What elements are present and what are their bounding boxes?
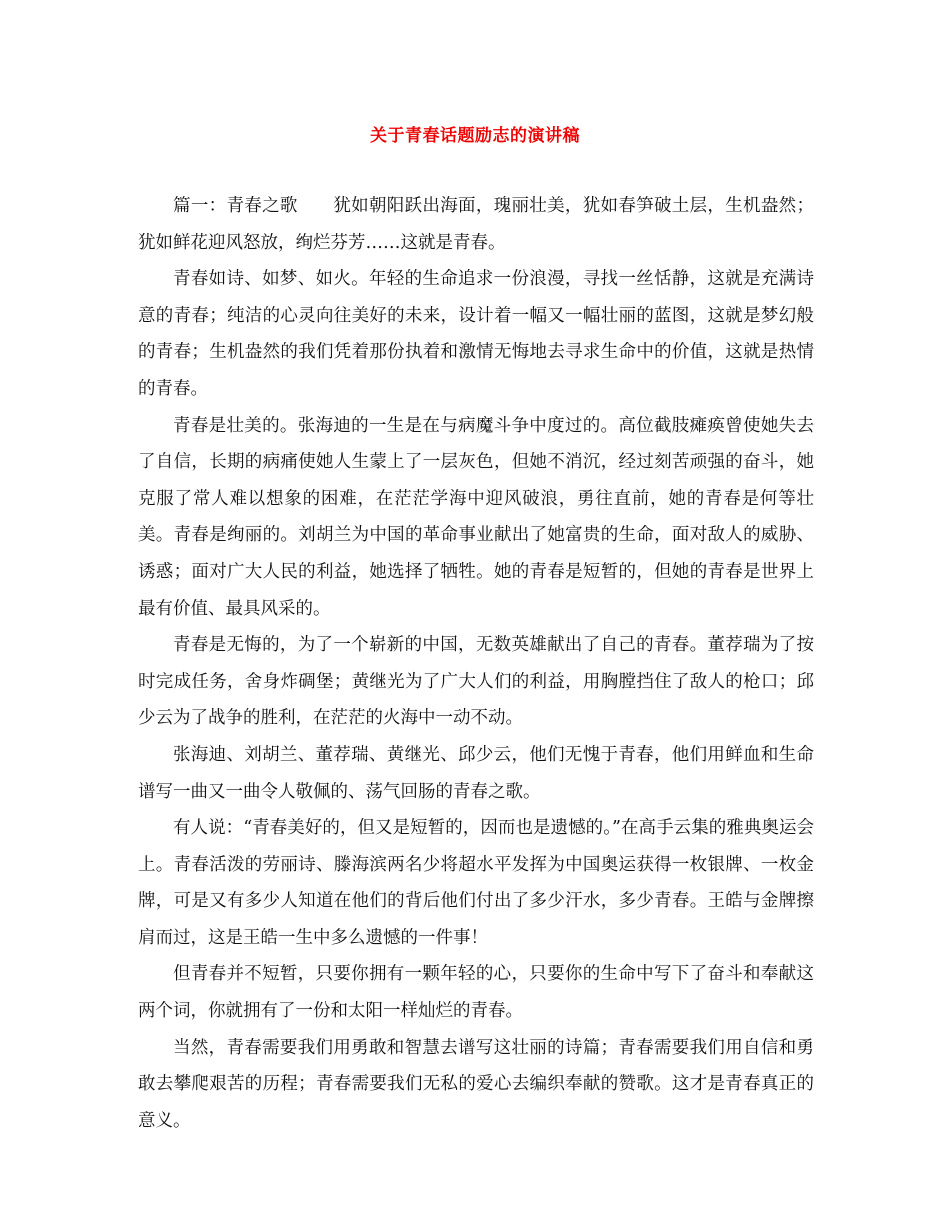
paragraph-7: 但青春并不短暂，只要你拥有一颗年轻的心，只要你的生命中写下了奋斗和奉献这两个词，你就拥有了一份和太阳一样灿烂的青春。 xyxy=(138,964,814,1022)
paragraph-5: 张海迪、刘胡兰、董荐瑞、黄继光、邱少云，他们无愧于青春，他们用鲜血和生命谱写一曲又一曲令人敬佩的、荡气回肠的青春之歌。 xyxy=(138,744,814,802)
paragraph-6: 有人说：“青春美好的，但又是短暂的，因而也是遗憾的。”在高手云集的雅典奥运会上。青春活泼的劳丽诗、滕海滨两名少将超水平发挥为中国奥运获得一枚银牌、一枚金牌，可是又有多少人知道在他们的背后他们付出了多少汗水，多少青春。王皓与金牌擦肩而过，这是王皓一生中多么遗憾的一件事！ xyxy=(138,818,814,948)
document-title: 关于青春话题励志的演讲稿 xyxy=(370,126,580,146)
paragraph-4: 青春是无悔的，为了一个崭新的中国，无数英雄献出了自己的青春。董荐瑞为了按时完成任务，舍身炸碉堡；黄继光为了广大人们的利益，用胸膛挡住了敌人的枪口；邱少云为了战争的胜利，在茫茫的火海中一动不动。 xyxy=(138,635,814,729)
paragraph-1: 篇一：青春之歌 犹如朝阳跃出海面，瑰丽壮美，犹如春笋破土层，生机盎然；犹如鲜花迎风怒放，绚烂芬芳……这就是青春。 xyxy=(138,196,814,253)
paragraph-3: 青春是壮美的。张海迪的一生是在与病魔斗争中度过的。高位截肢瘫痪曾使她失去了自信，长期的病痛使她人生蒙上了一层灰色，但她不消沉，经过刻苦顽强的奋斗，她克服了常人难以想象的困难，在茫茫学海中迎风破浪，勇往直前，她的青春是何等壮美。青春是绚丽的。刘胡兰为中国的革命事业献出了她富贵的生命，面对敌人的威胁、诱惑；面对广大人民的利益，她选择了牺牲。她的青春是短暂的，但她的青春是世界上最有价值、最具风采的。 xyxy=(138,415,814,619)
paragraph-2: 青春如诗、如梦、如火。年轻的生命追求一份浪漫，寻找一丝恬静，这就是充满诗意的青春；纯洁的心灵向往美好的未来，设计着一幅又一幅壮丽的蓝图，这就是梦幻般的青春；生机盎然的我们凭着那份执着和激情无悔地去寻求生命中的价值，这就是热情的青春。 xyxy=(138,269,814,399)
document-body xyxy=(138,188,814,1139)
paragraph-8: 当然，青春需要我们用勇敢和智慧去谱写这壮丽的诗篇；青春需要我们用自信和勇敢去攀爬艰苦的历程；青春需要我们无私的爱心去编织奉献的赞歌。这才是青春真正的意义。 xyxy=(138,1037,814,1131)
